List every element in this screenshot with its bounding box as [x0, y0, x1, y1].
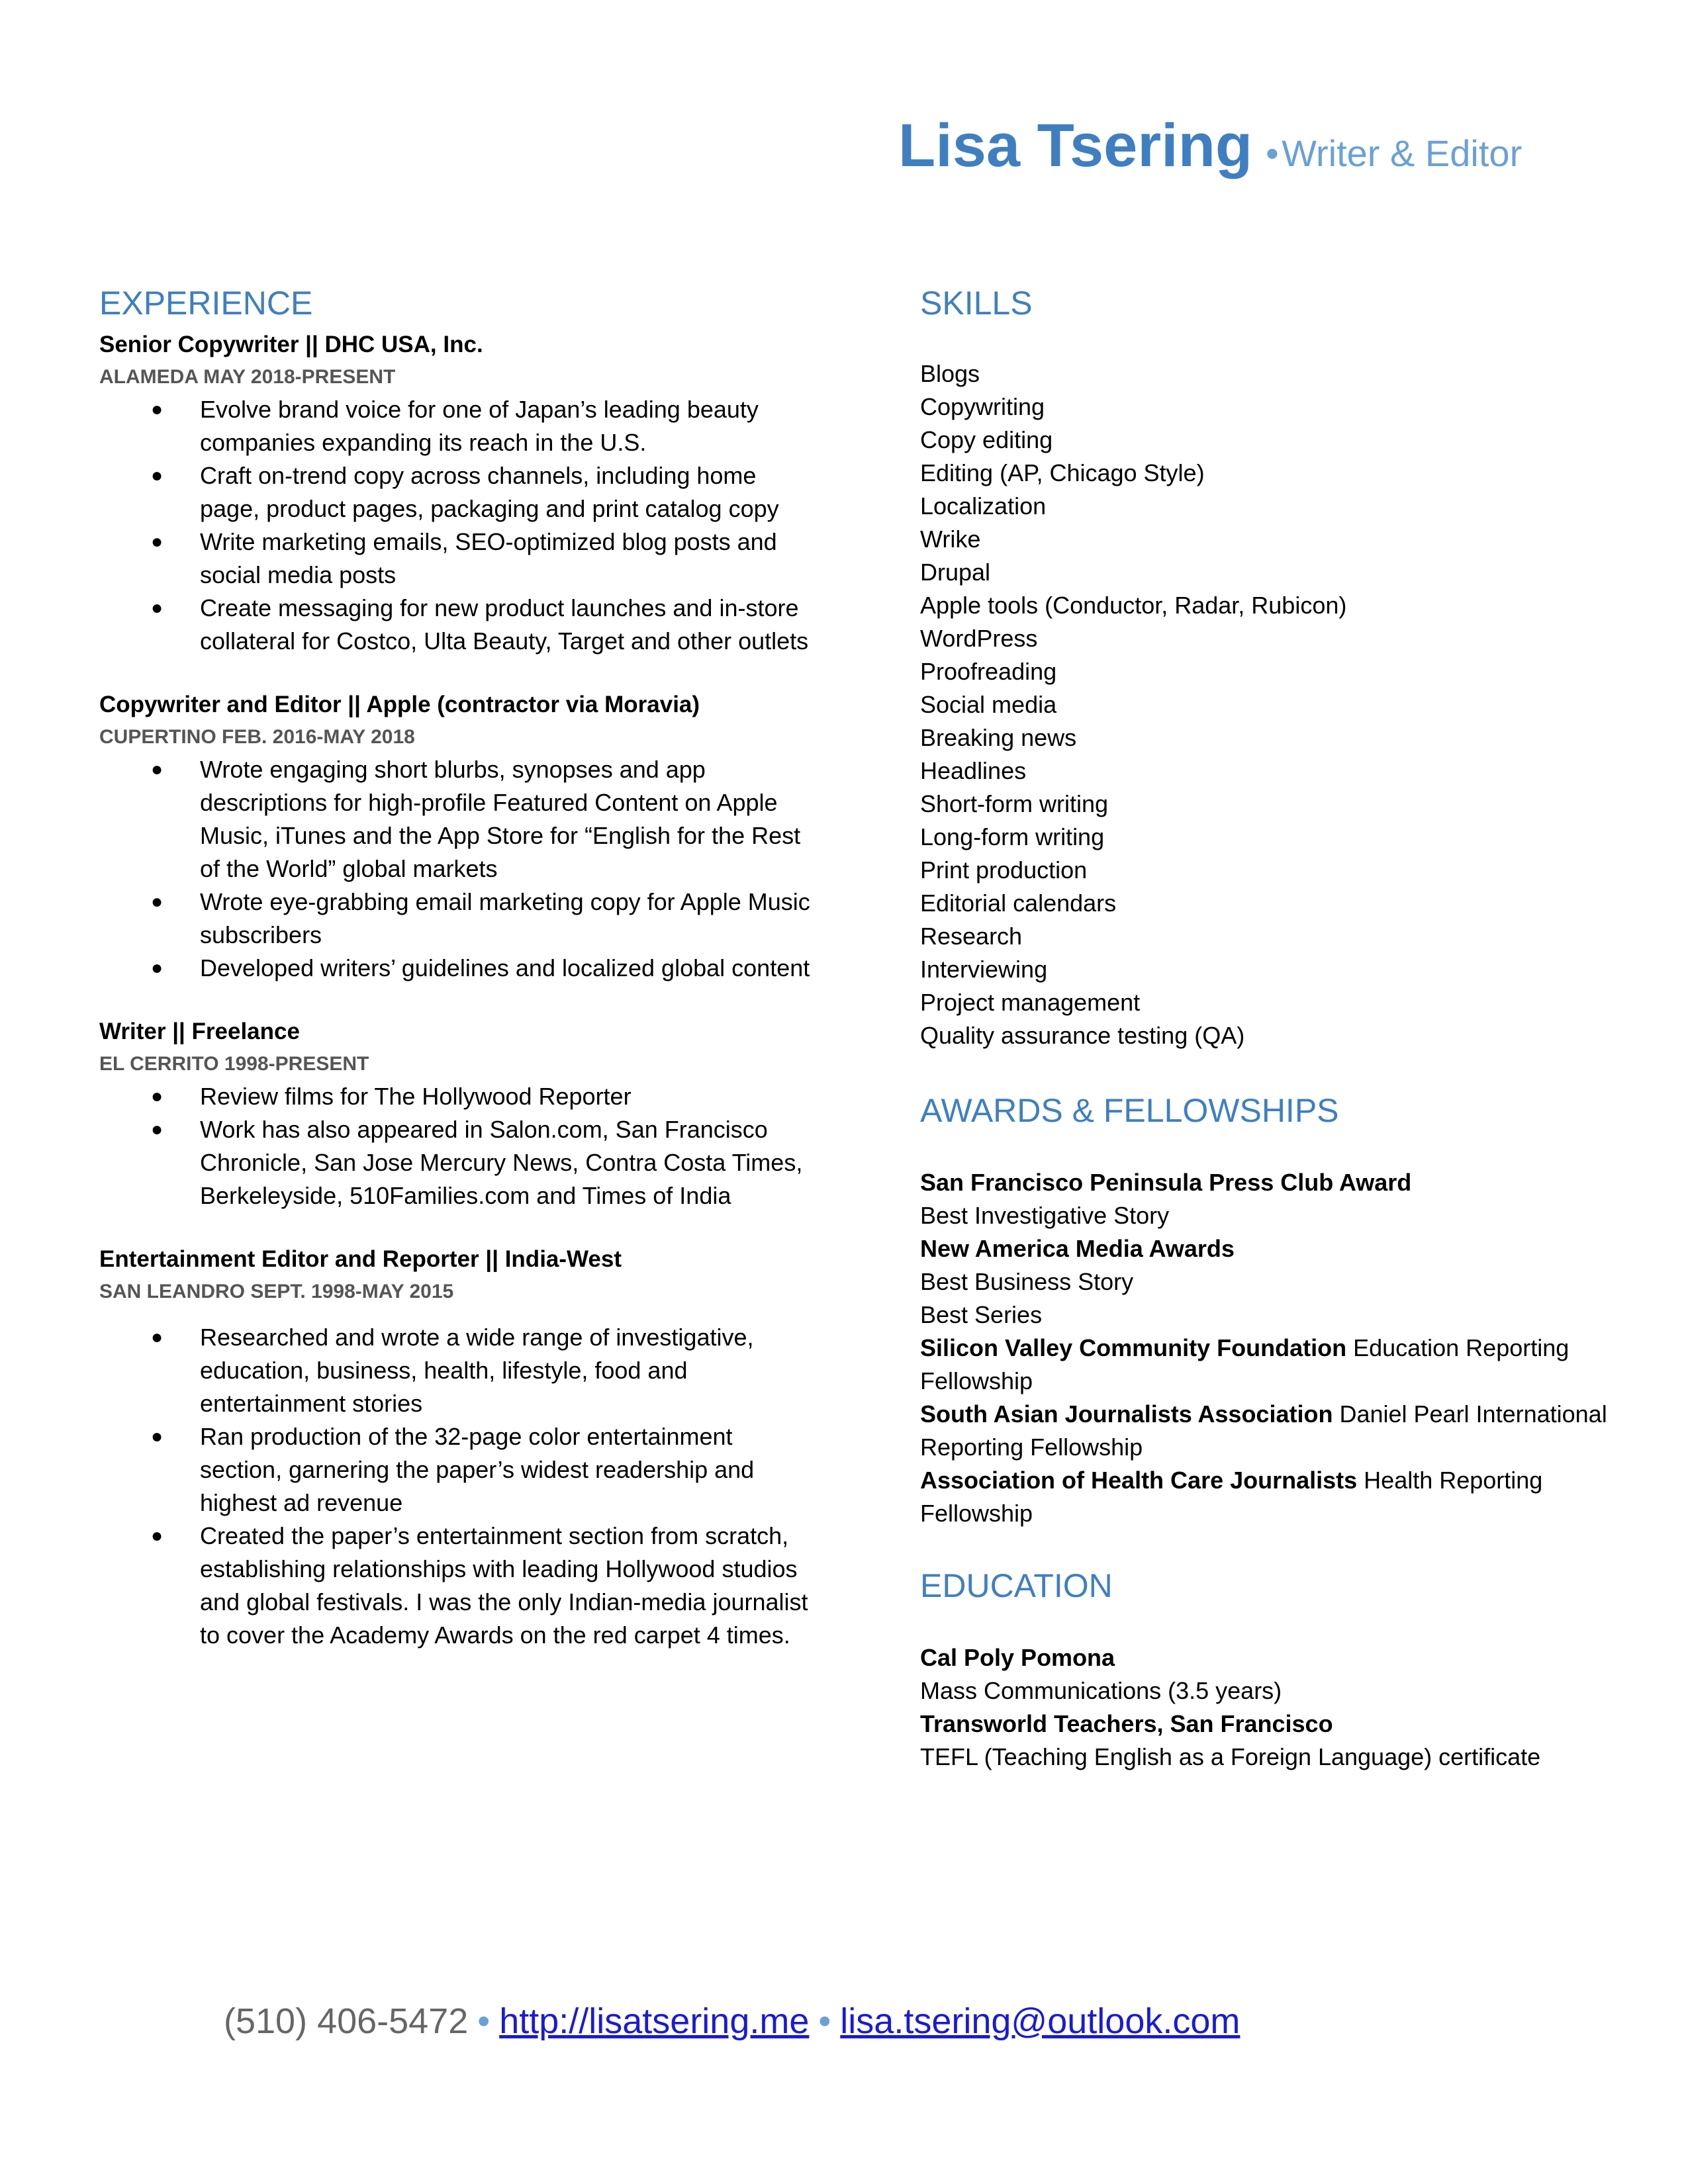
job-bullets [99, 753, 814, 985]
bullet-item: ● Wrote engaging short blurbs, synopses and app descriptions for high-profile Featured Content on Apple Music, iTunes and the App Store for “English for the Rest of the World” global markets [99, 753, 814, 886]
skill-item: Research [920, 923, 1023, 950]
bullet-item: ● Created the paper’s entertainment section from scratch, establishing relationships with leading Hollywood studios and global festivals. I was the only Indian-media journalist to cover the Academy Awards on the red carpet 4 times. [99, 1520, 814, 1652]
bullet-icon: ● [151, 531, 164, 553]
skill-item: Short-form writing [920, 790, 1109, 817]
skill-item: Proofreading [920, 658, 1057, 685]
bullet-icon: ● [151, 891, 164, 913]
award-entry: South Asian Journalists Association Daniel Pearl International Reporting Fellowship [920, 1400, 1607, 1461]
experience-heading: EXPERIENCE [99, 285, 313, 322]
spacer [99, 1308, 814, 1321]
bullet-icon: ● [151, 957, 164, 979]
footer-separator: • [818, 2001, 831, 2041]
bullet-icon: ● [151, 1118, 164, 1140]
bullet-icon: ● [151, 398, 164, 420]
job-location-dates: EL CERRITO 1998-PRESENT [99, 1053, 369, 1075]
bullet-icon: ● [151, 758, 164, 780]
bullet-icon: ● [151, 1525, 164, 1547]
bullet-item: ● Work has also appeared in Salon.com, San Francisco Chronicle, San Jose Mercury News, Contra Costa Times, Berkeleyside, 510Families.com and Times of India [99, 1113, 814, 1212]
skill-item: Wrike [920, 525, 981, 553]
skill-item: Localization [920, 492, 1047, 520]
job-bullets [99, 393, 814, 658]
skill-item: Editing (AP, Chicago Style) [920, 459, 1205, 486]
job-title-tagline: Writer & Editor [1282, 132, 1523, 174]
bullet-icon: ● [151, 1326, 164, 1348]
job-entry [99, 328, 814, 658]
job-entry [99, 1015, 814, 1212]
email-link[interactable]: lisa.tsering@outlook.com [840, 2001, 1241, 2041]
job-location-dates: ALAMEDA MAY 2018-PRESENT [99, 366, 396, 388]
skill-item: Print production [920, 856, 1088, 884]
skill-item: Social media [920, 691, 1057, 718]
job-location-dates: CUPERTINO FEB. 2016-MAY 2018 [99, 726, 415, 748]
award-entry: Silicon Valley Community Foundation Education Reporting Fellowship [920, 1334, 1570, 1394]
awards-heading: AWARDS & FELLOWSHIPS [920, 1092, 1339, 1129]
bullet-item: ● Wrote eye-grabbing email marketing copy for Apple Music subscribers [99, 886, 814, 952]
education-list [920, 1641, 1622, 1774]
job-title: Copywriter and Editor || Apple (contractor via Moravia) [99, 692, 700, 717]
footer-separator: • [477, 2001, 491, 2041]
award-detail: Best Series [920, 1301, 1043, 1328]
bullet-icon: ● [151, 1426, 164, 1447]
bullet-icon: ● [151, 465, 164, 486]
bullet-icon: ● [151, 597, 164, 619]
contact-footer [224, 2001, 1240, 2042]
school-name: Transworld Teachers, San Francisco [920, 1710, 1333, 1737]
bullet-item: ● Craft on-trend copy across channels, including home page, product pages, packaging and print catalog copy [99, 459, 814, 525]
bullet-item: ● Ran production of the 32-page color entertainment section, garnering the paper’s widest readership and highest ad revenue [99, 1420, 814, 1520]
bullet-icon: ● [151, 1085, 164, 1107]
skill-item: Project management [920, 989, 1141, 1016]
award-org: San Francisco Peninsula Press Club Award [920, 1169, 1412, 1196]
sidebar-column [920, 278, 1622, 1774]
skill-item: Copywriting [920, 393, 1045, 420]
award-detail: Best Business Story [920, 1268, 1134, 1295]
skill-item: Breaking news [920, 724, 1077, 751]
bullet-item: ● Researched and wrote a wide range of investigative, education, business, health, lifestyle, food and entertainment stories [99, 1321, 814, 1420]
header-separator: • [1266, 132, 1279, 174]
skill-item: WordPress [920, 625, 1038, 652]
bullet-item: ● Write marketing emails, SEO-optimized blog posts and social media posts [99, 525, 814, 592]
skills-heading: SKILLS [920, 285, 1033, 322]
skill-item: Copy editing [920, 426, 1053, 453]
award-entry: Association of Health Care Journalists Health Reporting Fellowship [920, 1467, 1543, 1527]
job-title: Entertainment Editor and Reporter || India-West [99, 1246, 622, 1272]
skill-item: Drupal [920, 559, 991, 586]
job-title: Writer || Freelance [99, 1019, 300, 1044]
resume-header [898, 111, 1522, 181]
school-detail: Mass Communications (3.5 years) [920, 1677, 1282, 1704]
skill-item: Interviewing [920, 956, 1048, 983]
skill-item: Blogs [920, 360, 980, 387]
skill-item: Quality assurance testing (QA) [920, 1022, 1245, 1049]
school-name: Cal Poly Pomona [920, 1644, 1115, 1671]
bullet-item: ● Review films for The Hollywood Reporter [99, 1080, 814, 1113]
bullet-item: ● Developed writers’ guidelines and localized global content [99, 952, 814, 985]
job-entry [99, 688, 814, 985]
person-name: Lisa Tsering [898, 112, 1253, 179]
award-detail: Best Investigative Story [920, 1202, 1170, 1229]
skills-list [920, 357, 1622, 1052]
phone-number: (510) 406-5472 [224, 2001, 469, 2041]
job-location-dates: SAN LEANDRO SEPT. 1998-MAY 2015 [99, 1281, 454, 1302]
experience-column [99, 278, 814, 1682]
skill-item: Apple tools (Conductor, Radar, Rubicon) [920, 592, 1347, 619]
job-entry [99, 1243, 814, 1652]
bullet-item: ● Evolve brand voice for one of Japan’s leading beauty companies expanding its reach in the U.S. [99, 393, 814, 459]
website-link[interactable]: http://lisatsering.me [499, 2001, 810, 2041]
bullet-item: ● Create messaging for new product launches and in-store collateral for Costco, Ulta Beauty, Target and other outlets [99, 592, 814, 658]
school-detail: TEFL (Teaching English as a Foreign Language) certificate [920, 1743, 1541, 1770]
education-heading: EDUCATION [920, 1567, 1113, 1604]
award-org: New America Media Awards [920, 1235, 1235, 1262]
skill-item: Long-form writing [920, 823, 1105, 850]
job-bullets [99, 1080, 814, 1212]
skill-item: Headlines [920, 757, 1027, 784]
awards-list [920, 1166, 1622, 1530]
job-title: Senior Copywriter || DHC USA, Inc. [99, 332, 483, 357]
job-bullets [99, 1321, 814, 1652]
skill-item: Editorial calendars [920, 889, 1117, 917]
